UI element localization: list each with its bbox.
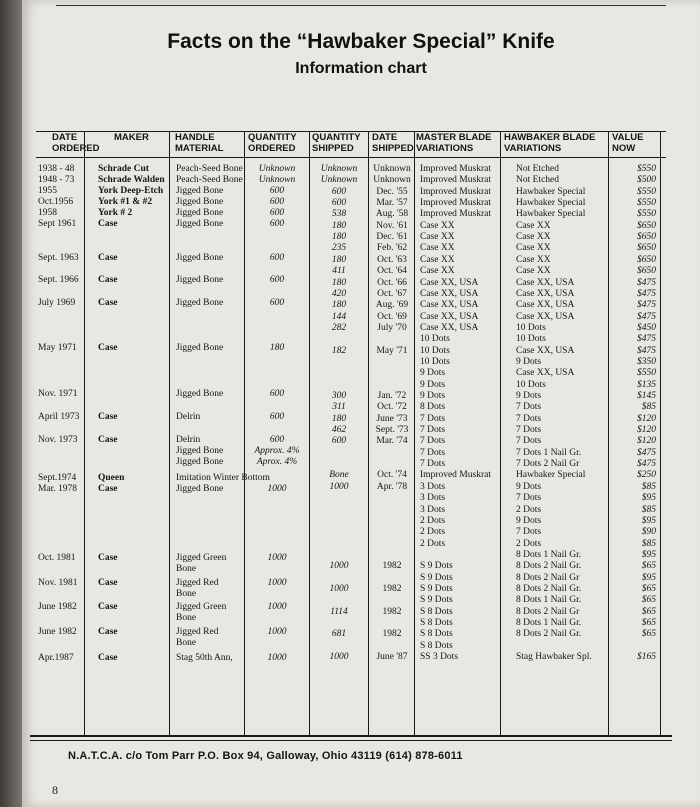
col-divider-1 [84, 131, 85, 735]
maker-cell: York #1 & #2 [98, 197, 153, 207]
master-blade-cell: Case XX [420, 243, 455, 253]
handle-material-cell: Jigged Bone [176, 484, 224, 494]
value-now-cell: $65 [641, 607, 656, 617]
hawbaker-blade-cell: Case XX [516, 243, 551, 253]
handle-material-cell: Jigged Bone [176, 186, 224, 196]
quantity-ordered-cell: 600 [269, 186, 285, 196]
master-blade-cell: 3 Dots [420, 482, 446, 492]
master-blade-cell: S 8 Dots [420, 641, 453, 651]
footer-address: N.A.T.C.A. c/o Tom Parr P.O. Box 94, Galloway, Ohio 43119 (614) 878-6011 [68, 750, 463, 762]
maker-cell: York Deep-Etch [98, 186, 164, 196]
date-shipped-cell: Apr. '78 [376, 482, 408, 492]
maker-cell: Case [98, 553, 118, 563]
value-now-cell: $475 [637, 312, 656, 322]
date-shipped-cell: Oct. '69 [377, 312, 407, 322]
handle-material-cell: Jigged Green [176, 553, 227, 563]
quantity-ordered-cell: 1000 [267, 484, 287, 494]
master-blade-cell: Improved Muskrat [420, 470, 491, 480]
hawbaker-blade-cell: 10 Dots [516, 323, 546, 333]
maker-cell: Case [98, 219, 118, 229]
date-ordered-cell: Sept 1961 [38, 219, 77, 229]
quantity-ordered-cell: 600 [269, 219, 285, 229]
header-hawbaker-blade: HAWBAKER BLADE VARIATIONS [504, 132, 596, 154]
footer-rule [30, 740, 672, 741]
quantity-ordered-cell: Aprox. 4% [256, 457, 298, 467]
header-date-shipped: DATE SHIPPED [372, 132, 414, 154]
value-now-cell: $550 [637, 164, 656, 174]
quantity-shipped-cell: 235 [331, 243, 347, 253]
hawbaker-blade-cell: 10 Dots [516, 334, 546, 344]
quantity-ordered-cell: 1000 [267, 578, 287, 588]
date-ordered-cell: Oct.1956 [38, 197, 74, 207]
date-shipped-cell: June '87 [376, 652, 408, 662]
master-blade-cell: Improved Muskrat [420, 187, 491, 197]
header-maker: MAKER [114, 132, 149, 143]
master-blade-cell: S 8 Dots [420, 618, 453, 628]
col-divider-6 [414, 131, 415, 735]
handle-material-cell: Jigged Bone [176, 298, 224, 308]
master-blade-cell: S 9 Dots [420, 561, 453, 571]
master-blade-cell: Case XX, USA [420, 312, 479, 322]
hawbaker-blade-cell: 9 Dots [516, 516, 542, 526]
quantity-shipped-cell: 1000 [329, 584, 349, 594]
header-master-blade: MASTER BLADE VARIATIONS [416, 132, 492, 154]
master-blade-cell: S 9 Dots [420, 573, 453, 583]
date-shipped-cell: Aug. '69 [375, 300, 409, 310]
quantity-shipped-cell: 538 [331, 209, 347, 219]
date-shipped-cell: 1982 [382, 629, 402, 639]
value-now-cell: $95 [641, 516, 656, 526]
quantity-ordered-cell: 600 [269, 435, 285, 445]
quantity-ordered-cell: 600 [269, 275, 285, 285]
date-ordered-cell: Mar. 1978 [38, 484, 78, 494]
master-blade-cell: 2 Dots [420, 516, 446, 526]
quantity-ordered-cell: 600 [269, 253, 285, 263]
master-blade-cell: Case XX, USA [420, 323, 479, 333]
value-now-cell: $85 [641, 539, 656, 549]
master-blade-cell: 2 Dots [420, 527, 446, 537]
maker-cell: Case [98, 578, 118, 588]
handle-material-cell: Jigged Bone [176, 219, 224, 229]
hawbaker-blade-cell: 7 Dots 2 Nail Gr [516, 459, 580, 469]
quantity-shipped-cell: 462 [331, 425, 347, 435]
master-blade-cell: Improved Muskrat [420, 175, 491, 185]
date-shipped-cell: Unknown [373, 175, 411, 185]
quantity-shipped-cell: 411 [332, 266, 346, 276]
quantity-shipped-cell: 180 [331, 300, 347, 310]
quantity-shipped-cell: 144 [331, 312, 347, 322]
value-now-cell: $135 [637, 380, 656, 390]
master-blade-cell: Case XX [420, 232, 455, 242]
hawbaker-blade-cell: 9 Dots [516, 357, 542, 367]
handle-material-cell: Jigged Bone [176, 197, 224, 207]
quantity-shipped-cell: 311 [332, 402, 346, 412]
date-shipped-cell: Oct. '72 [377, 402, 407, 412]
maker-cell: Case [98, 602, 118, 612]
table-header-rule [36, 157, 666, 158]
value-now-cell: $650 [637, 221, 656, 231]
hawbaker-blade-cell: 7 Dots [516, 527, 542, 537]
handle-material-cell: Jigged Red [176, 627, 219, 637]
date-shipped-cell: 1982 [382, 607, 402, 617]
quantity-ordered-cell: 180 [269, 343, 285, 353]
handle-material-cell: Bone [176, 589, 197, 599]
hawbaker-blade-cell: 7 Dots 1 Nail Gr. [516, 448, 582, 458]
page-number: 8 [52, 783, 58, 797]
master-blade-cell: 7 Dots [420, 436, 446, 446]
date-shipped-cell: Dec. '55 [376, 187, 408, 197]
hawbaker-blade-cell: Case XX [516, 266, 551, 276]
date-shipped-cell: Sept. '73 [375, 425, 409, 435]
date-ordered-cell: Sept.1974 [38, 473, 77, 483]
master-blade-cell: 9 Dots [420, 391, 446, 401]
handle-material-cell: Jigged Bone [176, 253, 224, 263]
date-shipped-cell: Oct. '63 [377, 255, 407, 265]
maker-cell: Case [98, 253, 118, 263]
maker-cell: Case [98, 298, 118, 308]
date-ordered-cell: Nov. 1981 [38, 578, 78, 588]
handle-material-cell: Jigged Bone [176, 343, 224, 353]
master-blade-cell: Case XX, USA [420, 300, 479, 310]
master-blade-cell: Improved Muskrat [420, 209, 491, 219]
value-now-cell: $475 [637, 346, 656, 356]
date-ordered-cell: June 1982 [38, 627, 77, 637]
page-title: Facts on the “Hawbaker Special” Knife [167, 30, 555, 53]
handle-material-cell: Jigged Bone [176, 208, 224, 218]
handle-material-cell: Delrin [176, 435, 201, 445]
quantity-ordered-cell: 1000 [267, 627, 287, 637]
value-now-cell: $475 [637, 448, 656, 458]
hawbaker-blade-cell: Hawbaker Special [516, 470, 586, 480]
date-ordered-cell: Apr.1987 [38, 653, 74, 663]
quantity-shipped-cell: Bone [329, 470, 349, 480]
handle-material-cell: Bone [176, 564, 197, 574]
value-now-cell: $120 [637, 436, 656, 446]
col-divider-8 [608, 131, 609, 735]
date-shipped-cell: Nov. '61 [376, 221, 408, 231]
quantity-shipped-cell: 600 [331, 198, 347, 208]
hawbaker-blade-cell: Hawbaker Special [516, 209, 586, 219]
table-bottom-rule [30, 735, 672, 737]
date-ordered-cell: July 1969 [38, 298, 76, 308]
handle-material-cell: Imitation Winter Bottom [176, 473, 270, 483]
value-now-cell: $165 [637, 652, 656, 662]
maker-cell: Case [98, 343, 118, 353]
date-ordered-cell: June 1982 [38, 602, 77, 612]
quantity-ordered-cell: 1000 [267, 653, 287, 663]
quantity-ordered-cell: 600 [269, 208, 285, 218]
date-shipped-cell: Mar. '57 [376, 198, 408, 208]
page-binding-edge [0, 0, 22, 807]
master-blade-cell: 7 Dots [420, 459, 446, 469]
value-now-cell: $550 [637, 198, 656, 208]
date-shipped-cell: July '70 [377, 323, 407, 333]
date-shipped-cell: Mar. '74 [376, 436, 408, 446]
date-shipped-cell: 1982 [382, 561, 402, 571]
master-blade-cell: 3 Dots [420, 505, 446, 515]
col-divider-4 [309, 131, 310, 735]
header-quantity-ordered: QUANTITY ORDERED [248, 132, 297, 154]
date-ordered-cell: 1958 [38, 208, 57, 218]
hawbaker-blade-cell: 7 Dots [516, 436, 542, 446]
quantity-shipped-cell: 180 [331, 232, 347, 242]
quantity-ordered-cell: 600 [269, 412, 285, 422]
value-now-cell: $475 [637, 459, 656, 469]
master-blade-cell: Case XX [420, 221, 455, 231]
maker-cell: Case [98, 275, 118, 285]
hawbaker-blade-cell: 8 Dots 2 Nail Gr. [516, 584, 582, 594]
date-ordered-cell: 1938 - 48 [38, 164, 75, 174]
quantity-ordered-cell: Approx. 4% [254, 446, 300, 456]
value-now-cell: $85 [641, 505, 656, 515]
hawbaker-blade-cell: Case XX [516, 232, 551, 242]
hawbaker-blade-cell: 8 Dots 2 Nail Gr. [516, 561, 582, 571]
master-blade-cell: 9 Dots [420, 368, 446, 378]
quantity-shipped-cell: 282 [331, 323, 347, 333]
master-blade-cell: Improved Muskrat [420, 198, 491, 208]
page-subtitle: Information chart [295, 60, 427, 77]
value-now-cell: $65 [641, 584, 656, 594]
value-now-cell: $650 [637, 243, 656, 253]
handle-material-cell: Delrin [176, 412, 201, 422]
handle-material-cell: Peach-Seed Bone [176, 175, 243, 185]
handle-material-cell: Peach-Seed Bone [176, 164, 243, 174]
date-ordered-cell: 1948 - 73 [38, 175, 75, 185]
quantity-ordered-cell: Unknown [258, 175, 296, 185]
date-shipped-cell: Oct. '74 [377, 470, 407, 480]
hawbaker-blade-cell: 2 Dots [516, 539, 542, 549]
hawbaker-blade-cell: Case XX [516, 221, 551, 231]
date-shipped-cell: Oct. '67 [377, 289, 407, 299]
hawbaker-blade-cell: 8 Dots 1 Nail Gr. [516, 595, 582, 605]
value-now-cell: $650 [637, 266, 656, 276]
value-now-cell: $85 [641, 482, 656, 492]
quantity-shipped-cell: 180 [331, 255, 347, 265]
value-now-cell: $550 [637, 187, 656, 197]
header-value-now: VALUE NOW [612, 132, 644, 154]
date-shipped-cell: Jan. '72 [377, 391, 407, 401]
master-blade-cell: 3 Dots [420, 493, 446, 503]
quantity-ordered-cell: 600 [269, 197, 285, 207]
quantity-shipped-cell: 180 [331, 221, 347, 231]
date-shipped-cell: Aug. '58 [375, 209, 409, 219]
value-now-cell: $450 [637, 323, 656, 333]
master-blade-cell: Case XX [420, 266, 455, 276]
quantity-shipped-cell: 1000 [329, 482, 349, 492]
maker-cell: Schrade Walden [98, 175, 165, 185]
value-now-cell: $650 [637, 232, 656, 242]
date-shipped-cell: Oct. '64 [377, 266, 407, 276]
date-shipped-cell: Unknown [373, 164, 411, 174]
master-blade-cell: SS 3 Dots [420, 652, 459, 662]
handle-material-cell: Bone [176, 638, 197, 648]
value-now-cell: $95 [641, 550, 656, 560]
quantity-shipped-cell: 600 [331, 436, 347, 446]
date-shipped-cell: June '73 [376, 414, 408, 424]
hawbaker-blade-cell: 9 Dots [516, 391, 542, 401]
hawbaker-blade-cell: 10 Dots [516, 380, 546, 390]
value-now-cell: $550 [637, 368, 656, 378]
maker-cell: Case [98, 653, 118, 663]
maker-cell: Case [98, 412, 118, 422]
date-ordered-cell: Sept. 1966 [38, 275, 79, 285]
master-blade-cell: 7 Dots [420, 425, 446, 435]
hawbaker-blade-cell: Hawbaker Special [516, 198, 586, 208]
quantity-shipped-cell: 182 [331, 346, 347, 356]
master-blade-cell: 7 Dots [420, 448, 446, 458]
master-blade-cell: Case XX, USA [420, 289, 479, 299]
value-now-cell: $250 [637, 470, 656, 480]
maker-cell: Schrade Cut [98, 164, 149, 174]
date-shipped-cell: 1982 [382, 584, 402, 594]
header-date-ordered: DATE ORDERED [52, 132, 100, 154]
hawbaker-blade-cell: 7 Dots [516, 425, 542, 435]
quantity-shipped-cell: 180 [331, 414, 347, 424]
date-ordered-cell: April 1973 [38, 412, 80, 422]
quantity-shipped-cell: Unknown [320, 175, 358, 185]
handle-material-cell: Jigged Bone [176, 457, 224, 467]
quantity-ordered-cell: Unknown [258, 164, 296, 174]
quantity-shipped-cell: 420 [331, 289, 347, 299]
maker-cell: York # 2 [98, 208, 133, 218]
header-quantity-shipped: QUANTITY SHIPPED [312, 132, 361, 154]
value-now-cell: $65 [641, 618, 656, 628]
master-blade-cell: S 9 Dots [420, 584, 453, 594]
master-blade-cell: S 8 Dots [420, 607, 453, 617]
hawbaker-blade-cell: Hawbaker Special [516, 187, 586, 197]
hawbaker-blade-cell: 8 Dots 2 Nail Gr [516, 607, 580, 617]
maker-cell: Case [98, 484, 118, 494]
value-now-cell: $95 [641, 493, 656, 503]
quantity-shipped-cell: 681 [331, 629, 347, 639]
header-handle-material: HANDLE MATERIAL [175, 132, 224, 154]
hawbaker-blade-cell: Not Etched [516, 164, 560, 174]
value-now-cell: $475 [637, 334, 656, 344]
date-ordered-cell: Nov. 1973 [38, 435, 78, 445]
hawbaker-blade-cell: 7 Dots [516, 402, 542, 412]
value-now-cell: $65 [641, 561, 656, 571]
value-now-cell: $500 [637, 175, 656, 185]
master-blade-cell: 9 Dots [420, 380, 446, 390]
handle-material-cell: Stag 50th Ann, [176, 653, 233, 663]
document-page [22, 0, 700, 807]
maker-cell: Case [98, 435, 118, 445]
maker-cell: Queen [98, 473, 125, 483]
value-now-cell: $95 [641, 573, 656, 583]
quantity-ordered-cell: 1000 [267, 553, 287, 563]
master-blade-cell: 10 Dots [420, 334, 450, 344]
hawbaker-blade-cell: Case XX, USA [516, 368, 575, 378]
handle-material-cell: Jigged Bone [176, 275, 224, 285]
value-now-cell: $475 [637, 278, 656, 288]
value-now-cell: $65 [641, 595, 656, 605]
value-now-cell: $90 [641, 527, 656, 537]
col-divider-5 [368, 131, 369, 735]
col-divider-7 [500, 131, 501, 735]
hawbaker-blade-cell: Stag Hawbaker Spl. [516, 652, 592, 662]
master-blade-cell: S 9 Dots [420, 595, 453, 605]
quantity-shipped-cell: 1000 [329, 561, 349, 571]
value-now-cell: $85 [641, 402, 656, 412]
quantity-shipped-cell: 1000 [329, 652, 349, 662]
master-blade-cell: S 8 Dots [420, 629, 453, 639]
maker-cell: Case [98, 627, 118, 637]
hawbaker-blade-cell: Case XX, USA [516, 289, 575, 299]
col-divider-9 [660, 131, 661, 735]
quantity-ordered-cell: 600 [269, 389, 285, 399]
quantity-shipped-cell: 600 [331, 187, 347, 197]
col-divider-2 [169, 131, 170, 735]
hawbaker-blade-cell: 2 Dots [516, 505, 542, 515]
value-now-cell: $120 [637, 425, 656, 435]
quantity-ordered-cell: 600 [269, 298, 285, 308]
master-blade-cell: 8 Dots [420, 402, 446, 412]
handle-material-cell: Bone [176, 613, 197, 623]
value-now-cell: $475 [637, 300, 656, 310]
quantity-ordered-cell: 1000 [267, 602, 287, 612]
quantity-shipped-cell: 1114 [330, 607, 348, 617]
col-divider-3 [244, 131, 245, 735]
hawbaker-blade-cell: 8 Dots 2 Nail Gr. [516, 629, 582, 639]
hawbaker-blade-cell: 9 Dots [516, 482, 542, 492]
handle-material-cell: Jigged Green [176, 602, 227, 612]
master-blade-cell: 10 Dots [420, 346, 450, 356]
date-shipped-cell: May '71 [376, 346, 408, 356]
handle-material-cell: Jigged Bone [176, 446, 224, 456]
hawbaker-blade-cell: 8 Dots 2 Nail Gr [516, 573, 580, 583]
hawbaker-blade-cell: Case XX [516, 255, 551, 265]
value-now-cell: $145 [637, 391, 656, 401]
master-blade-cell: 7 Dots [420, 414, 446, 424]
value-now-cell: $475 [637, 289, 656, 299]
value-now-cell: $550 [637, 209, 656, 219]
master-blade-cell: 2 Dots [420, 539, 446, 549]
master-blade-cell: Improved Muskrat [420, 164, 491, 174]
handle-material-cell: Jigged Bone [176, 389, 224, 399]
date-ordered-cell: Nov. 1971 [38, 389, 78, 399]
value-now-cell: $650 [637, 255, 656, 265]
date-ordered-cell: Sept. 1963 [38, 253, 79, 263]
master-blade-cell: 10 Dots [420, 357, 450, 367]
handle-material-cell: Jigged Red [176, 578, 219, 588]
master-blade-cell: Case XX, USA [420, 278, 479, 288]
hawbaker-blade-cell: Case XX, USA [516, 300, 575, 310]
hawbaker-blade-cell: Case XX, USA [516, 278, 575, 288]
hawbaker-blade-cell: Not Etched [516, 175, 560, 185]
hawbaker-blade-cell: 7 Dots [516, 414, 542, 424]
quantity-shipped-cell: Unknown [320, 164, 358, 174]
date-shipped-cell: Feb. '62 [376, 243, 408, 253]
date-ordered-cell: Oct. 1981 [38, 553, 76, 563]
master-blade-cell: Case XX [420, 255, 455, 265]
hawbaker-blade-cell: 8 Dots 1 Nail Gr. [516, 550, 582, 560]
date-shipped-cell: Oct. '66 [377, 278, 407, 288]
value-now-cell: $350 [637, 357, 656, 367]
value-now-cell: $120 [637, 414, 656, 424]
hawbaker-blade-cell: 7 Dots [516, 493, 542, 503]
value-now-cell: $65 [641, 629, 656, 639]
date-shipped-cell: Dec. '61 [376, 232, 408, 242]
date-ordered-cell: 1955 [38, 186, 57, 196]
date-ordered-cell: May 1971 [38, 343, 77, 353]
hawbaker-blade-cell: Case XX, USA [516, 312, 575, 322]
quantity-shipped-cell: 180 [331, 278, 347, 288]
quantity-shipped-cell: 300 [331, 391, 347, 401]
top-rule [56, 5, 666, 6]
hawbaker-blade-cell: 8 Dots 1 Nail Gr. [516, 618, 582, 628]
hawbaker-blade-cell: Case XX, USA [516, 346, 575, 356]
